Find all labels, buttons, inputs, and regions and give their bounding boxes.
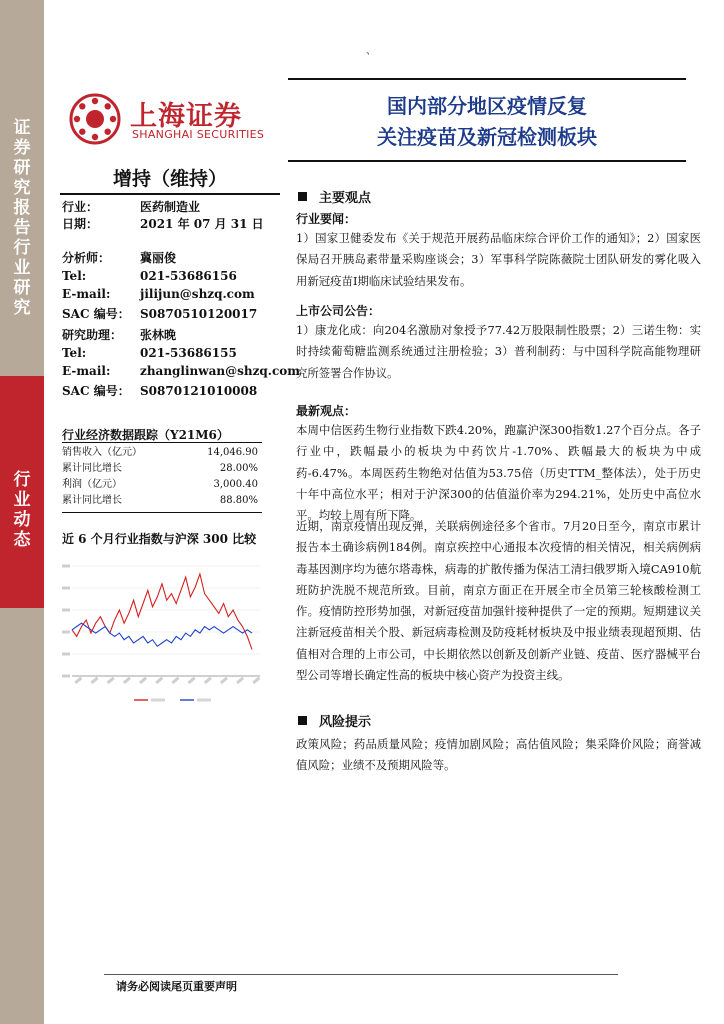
company-news-text: 1）康龙化成：向204名激励对象授予77.42万股限制性股票；2）三诺生物：实时持续葡萄糖监测系统通过注册检验；3）普利制药：与中国科学院高能物理研究所签署合作协议。 <box>296 323 701 380</box>
chart-x-tick-mark <box>171 677 179 684</box>
report-title-line2: 关注疫苗及新冠检测板块 <box>377 125 597 149</box>
footer-disclaimer: 请务必阅读尾页重要声明 <box>116 980 237 993</box>
latest-view-head: 最新观点： <box>296 404 357 418</box>
chart-x-tick-mark <box>74 677 82 684</box>
index-comparison-chart <box>60 560 270 710</box>
chart-series-line <box>72 574 252 650</box>
logo-mark-icon <box>68 92 122 146</box>
footer-rule <box>104 974 618 975</box>
section-risk: 风险提示 <box>298 711 371 730</box>
chart-y-tick-mark <box>62 653 70 656</box>
logo-english-name: SHANGHAI SECURITIES <box>132 128 265 141</box>
chart-x-tick-mark <box>220 677 228 684</box>
side-label-report-type: 证券研究报告 行业研究 <box>13 118 31 318</box>
chart-x-tick-mark <box>188 677 196 684</box>
economic-rule-bottom <box>62 512 262 513</box>
industry-news-head: 行业要闻： <box>296 212 357 226</box>
side-strip <box>0 0 44 1024</box>
risk-text: 政策风险；药品质量风险；疫情加剧风险；高估值风险；集采降价风险；商誉减值风险；业绩不及预期风险等。 <box>296 737 701 773</box>
company-logo <box>68 92 268 148</box>
chart-x-tick-mark <box>90 677 98 684</box>
latest-view-paragraph-1: 本周中信医药生物行业指数下跌4.20%，跑赢沪深300指数1.27个百分点。各子行业中，跌幅最小的板块为中药饮片-1.70%、跌幅最大的板块为中成药-6.47%。本周医药生物绝对估值为53.75倍（历史TTM_整体法），处于历史十年中高位水平；相对于沪深300的估值溢价率为294.21%，处历史中高位水平。均较上周有所下降。 <box>296 423 701 523</box>
chart-x-tick-mark <box>107 677 115 684</box>
chart-x-tick-mark <box>123 677 131 684</box>
square-bullet-icon <box>298 716 307 725</box>
industry-news-text: 1）国家卫健委发布《关于规范开展药品临床综合评价工作的通知》；2）国家医保局召开胰岛素带量采购座谈会；3）军事科学院陈薇院士团队研发的雾化吸入用新冠疫苗I期临床试验结果发布。 <box>296 231 701 288</box>
rating: 增持（维持） <box>112 168 227 190</box>
chart-title: 近 6 个月行业指数与沪深 300 比较 <box>62 532 257 546</box>
logo-chinese-name: 上海证券 <box>130 101 242 132</box>
tiny-mark: 、 <box>366 46 376 57</box>
chart-x-tick-mark <box>155 677 163 684</box>
economic-data-title: 行业经济数据跟踪（Y21M6） <box>62 428 229 442</box>
chart-series-line <box>72 623 252 646</box>
chart-y-tick-mark <box>62 631 70 634</box>
chart-y-tick-mark <box>62 675 70 678</box>
chart-y-tick-mark <box>62 587 70 590</box>
chart-x-tick-mark <box>204 677 212 684</box>
chart-y-tick-mark <box>62 565 70 568</box>
title-rule-top <box>288 78 686 80</box>
section-main-view: 主要观点 <box>298 187 371 206</box>
report-title-line1: 国内部分地区疫情反复 <box>387 94 587 118</box>
chart-legend <box>134 699 211 702</box>
chart-legend-label-mark <box>197 699 211 702</box>
chart-grid <box>62 565 260 685</box>
chart-x-tick-mark <box>139 677 147 684</box>
chart-y-tick-mark <box>62 609 70 612</box>
rating-rule <box>60 193 280 195</box>
chart-lines <box>72 574 252 650</box>
square-bullet-icon <box>298 192 307 201</box>
company-news-head: 上市公司公告： <box>296 304 381 318</box>
side-label-category: 行业动态 <box>13 470 31 550</box>
chart-x-tick-mark <box>236 677 244 684</box>
chart-x-tick-mark <box>252 677 260 684</box>
economic-rule-top <box>62 442 262 443</box>
title-rule-bottom <box>288 160 686 162</box>
latest-view-paragraph-2: 近期，南京疫情出现反弹，关联病例途径多个省市。7月20日至今，南京市累计报告本土确诊病例184例。南京疾控中心通报本次疫情的相关情况，相关病例病毒基因测序均为德尔塔毒株，病毒的扩散传播为保洁工清扫俄罗斯入境CA910航班防护洗脱不规范所致。目前，南京方面正在开展全市全员第三轮核酸检测工作。疫情防控形势加强，对新冠疫苗加强针接种提供了一定的预期。短期建议关注新冠疫苗相关个股、新冠病毒检测及防疫耗材板块及中报业绩表现超预期、估值相对合理的上市公司，中长期依然以创新及创新产业链、疫苗、医疗器械平台型公司等增长确定性高的板块中核心资产为投资主线。 <box>296 519 701 683</box>
chart-legend-label-mark <box>151 699 165 702</box>
